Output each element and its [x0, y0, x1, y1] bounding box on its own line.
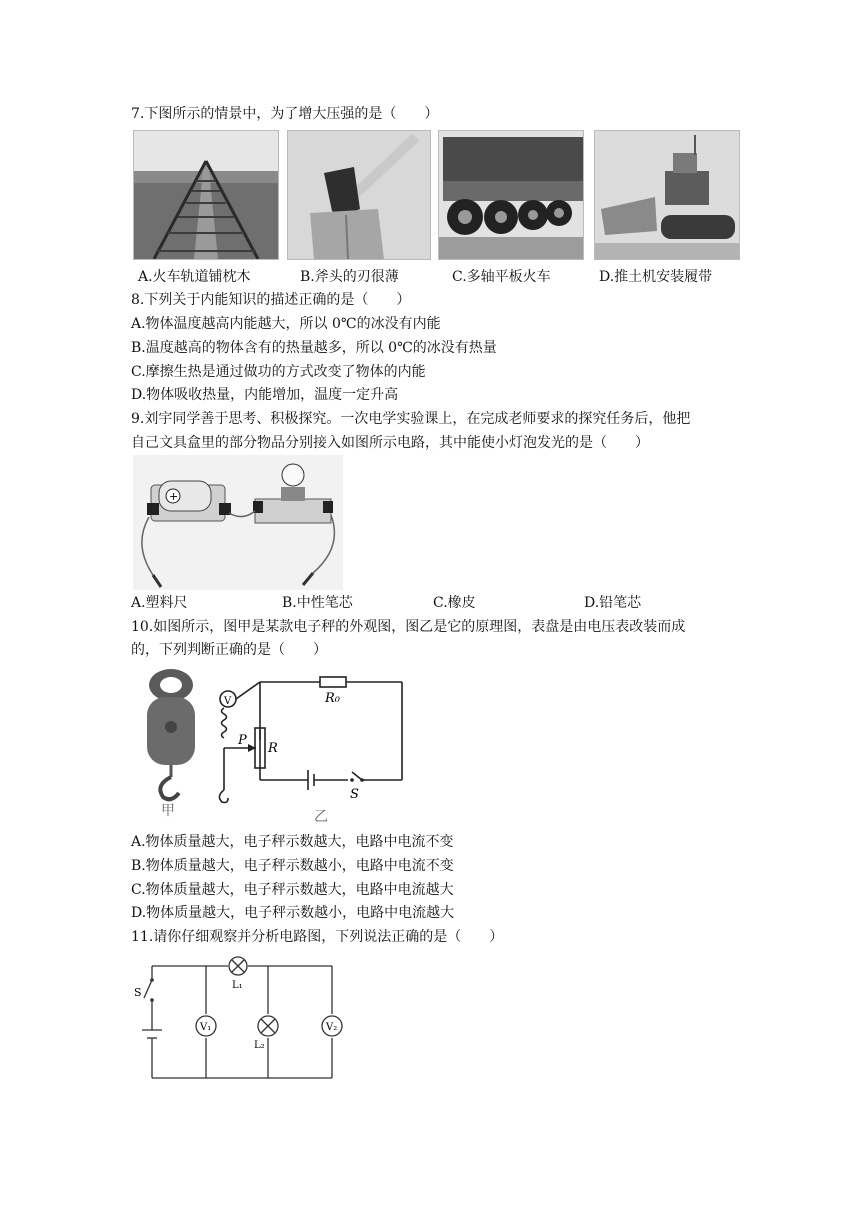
q7-stem: 7.下图所示的情景中，为了增大压强的是（ ）	[131, 106, 439, 122]
q7-option-a[interactable]: A.火车轨道铺枕木	[138, 269, 251, 285]
q8-option-a[interactable]: A.物体温度越高内能越大，所以 0℃的冰没有内能	[131, 316, 441, 332]
q10-option-b[interactable]: B.物体质量越大，电子秤示数越小，电路中电流不变	[131, 858, 454, 874]
q7-option-b[interactable]: B.斧头的刃很薄	[300, 269, 399, 285]
photo-bulldozer	[594, 130, 740, 260]
fig-label-jia: 甲	[161, 803, 175, 819]
label-s: S	[350, 787, 359, 802]
photo-railway	[133, 130, 279, 260]
label-v1: V₁	[200, 1022, 212, 1033]
q9-option-b[interactable]: B.中性笔芯	[282, 595, 353, 611]
q9-option-d[interactable]: D.铅笔芯	[584, 595, 642, 611]
q9-stem-line2: 自己文具盒里的部分物品分别接入如图所示电路，其中能使小灯泡发光的是（ ）	[131, 435, 649, 451]
label-v2: V₂	[326, 1022, 338, 1033]
q7-option-c[interactable]: C.多轴平板火车	[452, 269, 551, 285]
q7-option-d[interactable]: D.推土机安装履带	[599, 269, 713, 285]
q10-scale-photo	[135, 665, 207, 820]
q10-stem-line1: 10.如图所示，图甲是某款电子秤的外观图，图乙是它的原理图，表盘是由电压表改装而成	[131, 619, 686, 635]
svg-text:+: +	[169, 490, 179, 503]
q10-option-c[interactable]: C.物体质量越大，电子秤示数越大，电路中电流越大	[131, 882, 454, 898]
label-p: P	[238, 733, 247, 748]
q10-option-a[interactable]: A.物体质量越大，电子秤示数越大，电路中电流不变	[131, 834, 454, 850]
q8-option-d[interactable]: D.物体吸收热量，内能增加，温度一定升高	[131, 387, 399, 403]
q8-stem: 8.下列关于内能知识的描述正确的是（ ）	[131, 292, 411, 308]
label-l1: L₁	[232, 980, 243, 991]
label-r0: R₀	[325, 691, 340, 706]
q11-stem: 11.请你仔细观察并分析电路图，下列说法正确的是（ ）	[131, 929, 504, 945]
label-switch-s: S	[134, 986, 142, 999]
label-voltmeter: V	[224, 696, 232, 707]
q10-stem-line2: 的，下列判断正确的是（ ）	[131, 642, 327, 658]
q9-option-c[interactable]: C.橡皮	[433, 595, 476, 611]
q8-option-b[interactable]: B.温度越高的物体含有的热量越多，所以 0℃的冰没有热量	[131, 340, 497, 356]
q10-scale-circuit	[212, 670, 408, 825]
q10-option-d[interactable]: D.物体质量越大，电子秤示数越小，电路中电流越大	[131, 905, 455, 921]
q9-stem-line1: 9.刘宇同学善于思考、积极探究。一次电学实验课上，在完成老师要求的探究任务后，他把	[131, 411, 691, 427]
q9-circuit-figure	[133, 455, 343, 590]
q9-option-a[interactable]: A.塑料尺	[131, 595, 188, 611]
label-r: R	[268, 741, 278, 756]
fig-label-yi: 乙	[314, 809, 328, 825]
q11-circuit-figure	[128, 952, 348, 1087]
q8-option-c[interactable]: C.摩擦生热是通过做功的方式改变了物体的内能	[131, 364, 426, 380]
label-l2: L₂	[254, 1040, 265, 1051]
photo-axe	[287, 130, 431, 260]
photo-flatbed-train	[438, 130, 584, 260]
